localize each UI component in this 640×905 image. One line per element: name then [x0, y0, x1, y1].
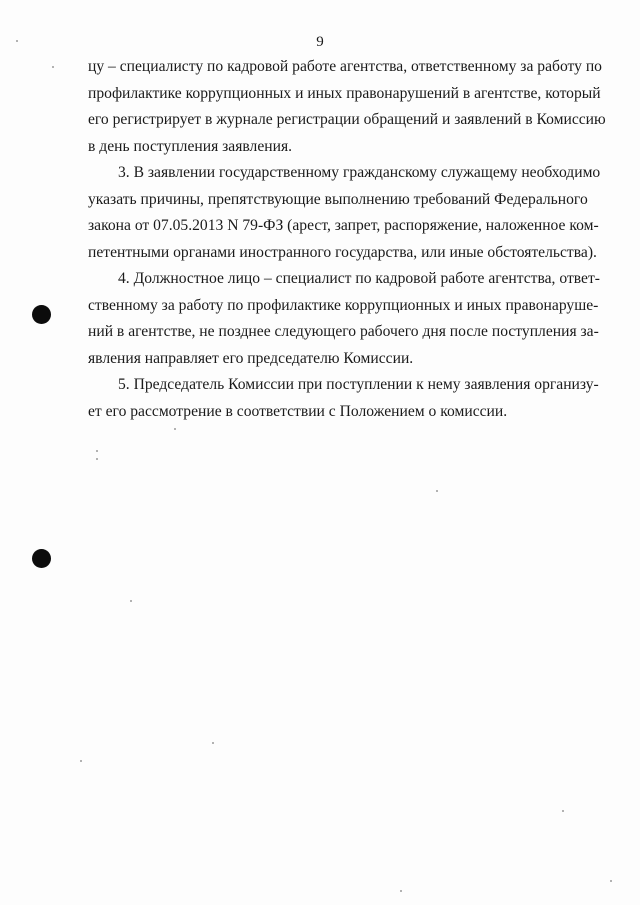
scan-speck — [436, 490, 438, 492]
paragraph-3 — [88, 160, 601, 266]
scan-speck — [610, 880, 612, 882]
page-number: 9 — [316, 34, 324, 50]
text-line: ственному за работу по профилактике коррупционных и иных правонаруше- — [88, 296, 599, 314]
text-line: профилактике коррупционных и иных правонарушений в агентстве, который — [88, 84, 601, 102]
scan-speck — [212, 742, 214, 744]
text-line: явления направляет его председателю Комиссии. — [88, 349, 414, 367]
scan-speck — [96, 450, 98, 452]
paragraph-continuation — [88, 54, 606, 160]
paragraph-5 — [88, 372, 599, 425]
scan-speck — [130, 600, 132, 602]
paragraph-4 — [88, 266, 600, 372]
text-line: в день поступления заявления. — [88, 137, 293, 155]
text-line: указать причины, препятствующие выполнению требований Федерального — [88, 190, 588, 208]
text-line: 4. Должностное лицо – специалист по кадровой работе агентства, ответ- — [118, 270, 600, 287]
scan-speck — [52, 66, 54, 68]
scan-speck — [16, 40, 18, 42]
text-line: ний в агентстве, не позднее следующего рабочего дня после поступления за- — [88, 323, 599, 340]
text-line: петентными органами иностранного государства, или иные обстоятельства). — [88, 243, 597, 261]
text-line: закона от 07.05.2013 N 79-ФЗ (арест, запрет, распоряжение, наложенное ком- — [88, 217, 599, 234]
text-line: 5. Председатель Комиссии при поступлении к нему заявления организу- — [118, 376, 599, 393]
text-line: цу – специалисту по кадровой работе агентства, ответственному за работу по — [88, 58, 602, 75]
text-line: ет его рассмотрение в соответствии с Положением о комиссии. — [88, 402, 508, 420]
scan-speck — [174, 428, 176, 430]
scan-speck — [80, 760, 82, 762]
text-line: 3. В заявлении государственному гражданскому служащему необходимо — [118, 164, 601, 181]
scan-speck — [96, 458, 98, 460]
scan-speck — [400, 890, 402, 892]
document-body — [88, 54, 606, 425]
scan-speck — [562, 810, 564, 812]
punch-hole-mark — [32, 549, 51, 568]
text-line: его регистрирует в журнале регистрации обращений и заявлений в Комиссию — [88, 111, 606, 128]
punch-hole-mark — [32, 305, 51, 324]
